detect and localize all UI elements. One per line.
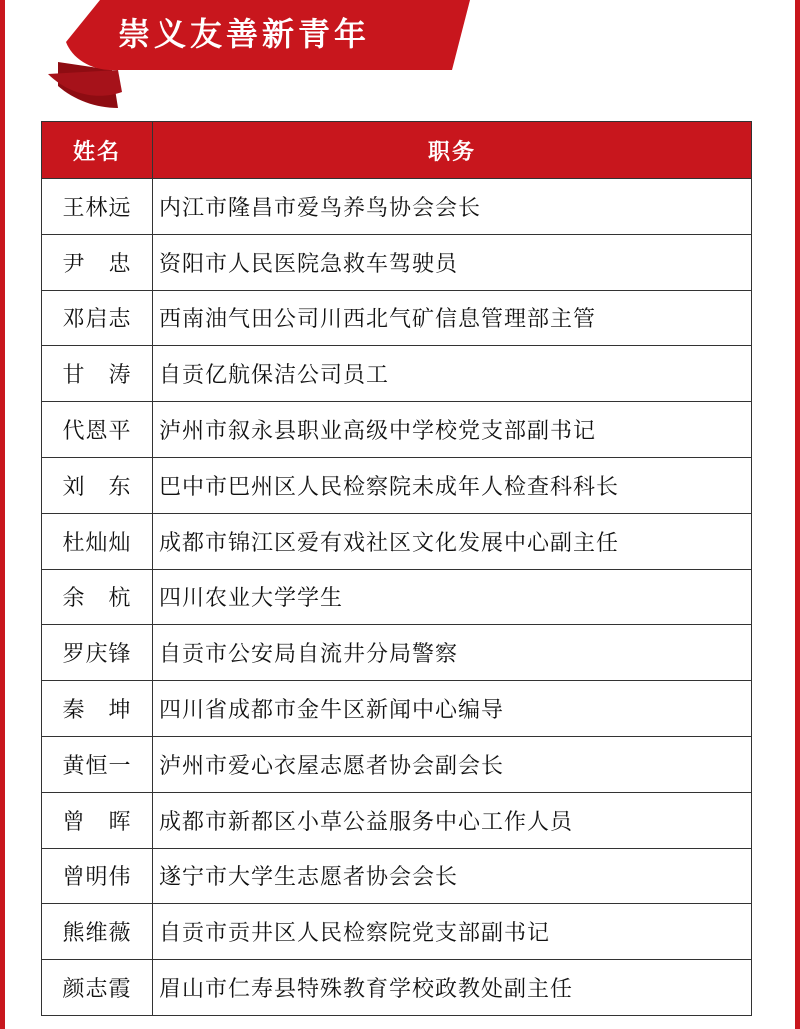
role-cell: 西南油气田公司川西北气矿信息管理部主管	[153, 290, 752, 346]
role-cell: 资阳市人民医院急救车驾驶员	[153, 234, 752, 290]
role-cell: 遂宁市大学生志愿者协会会长	[153, 848, 752, 904]
header-role: 职务	[153, 122, 752, 179]
table-row	[42, 625, 752, 681]
name-cell: 尹 忠	[42, 234, 153, 290]
role-cell: 四川农业大学学生	[153, 569, 752, 625]
name-cell: 曾明伟	[42, 848, 153, 904]
table-row	[42, 290, 752, 346]
youth-roster-table	[41, 121, 752, 1016]
table-row	[42, 513, 752, 569]
banner-title: 崇义友善新青年	[118, 15, 371, 53]
role-cell: 自贡亿航保洁公司员工	[153, 346, 752, 402]
name-cell: 曾 晖	[42, 792, 153, 848]
right-border	[795, 0, 800, 1029]
table-row	[42, 904, 752, 960]
role-cell: 自贡市公安局自流井分局警察	[153, 625, 752, 681]
name-cell: 刘 东	[42, 457, 153, 513]
header-name: 姓名	[42, 122, 153, 179]
table-row	[42, 569, 752, 625]
name-cell: 代恩平	[42, 402, 153, 458]
table-row	[42, 736, 752, 792]
role-cell: 眉山市仁寿县特殊教育学校政教处副主任	[153, 960, 752, 1016]
role-cell: 自贡市贡井区人民检察院党支部副书记	[153, 904, 752, 960]
table-row	[42, 346, 752, 402]
name-cell: 熊维薇	[42, 904, 153, 960]
role-cell: 巴中市巴州区人民检察院未成年人检查科科长	[153, 457, 752, 513]
name-cell: 黄恒一	[42, 736, 153, 792]
table-row	[42, 848, 752, 904]
name-cell: 罗庆锋	[42, 625, 153, 681]
name-cell: 余 杭	[42, 569, 153, 625]
role-cell: 四川省成都市金牛区新闻中心编导	[153, 681, 752, 737]
name-cell: 王林远	[42, 179, 153, 235]
table-row	[42, 179, 752, 235]
role-cell: 成都市新都区小草公益服务中心工作人员	[153, 792, 752, 848]
role-cell: 成都市锦江区爱有戏社区文化发展中心副主任	[153, 513, 752, 569]
role-cell: 内江市隆昌市爱鸟养鸟协会会长	[153, 179, 752, 235]
role-cell: 泸州市爱心衣屋志愿者协会副会长	[153, 736, 752, 792]
left-border	[0, 0, 5, 1029]
table-header-row	[42, 122, 752, 179]
role-cell: 泸州市叙永县职业高级中学校党支部副书记	[153, 402, 752, 458]
table-body	[42, 179, 752, 1016]
table-row	[42, 402, 752, 458]
name-cell: 邓启志	[42, 290, 153, 346]
name-cell: 杜灿灿	[42, 513, 153, 569]
table-row	[42, 234, 752, 290]
name-cell: 颜志霞	[42, 960, 153, 1016]
title-banner	[0, 0, 470, 112]
table-row	[42, 457, 752, 513]
name-cell: 甘 涛	[42, 346, 153, 402]
name-cell: 秦 坤	[42, 681, 153, 737]
table-row	[42, 792, 752, 848]
table-row	[42, 681, 752, 737]
table-row	[42, 960, 752, 1016]
